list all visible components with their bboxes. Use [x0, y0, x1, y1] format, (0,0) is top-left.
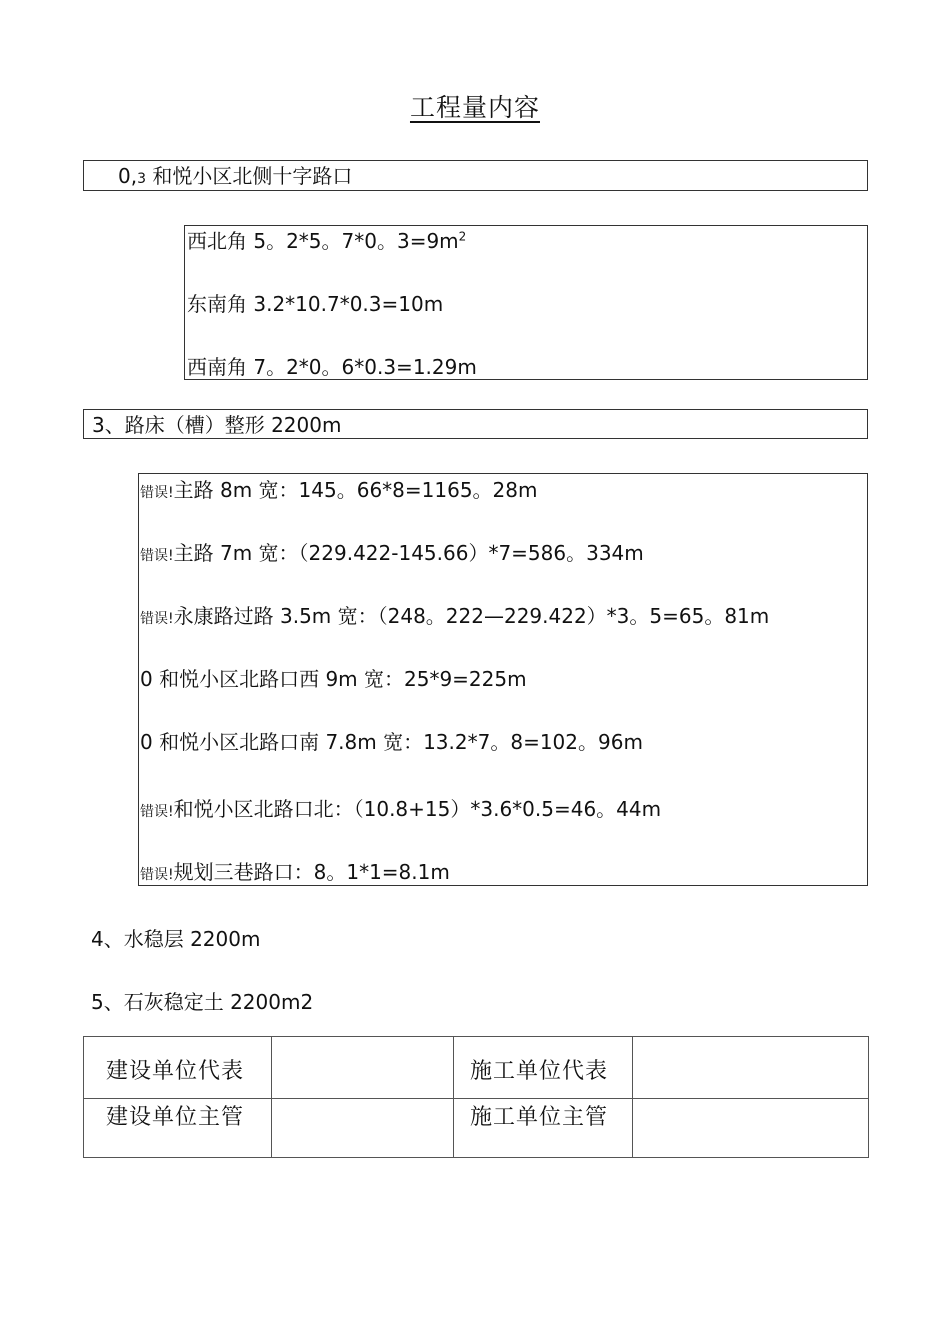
table-row: [84, 1037, 869, 1099]
list-item: 错误!和悦小区北路口北：（10.8+15）*3.6*0.5=46。44m: [140, 797, 662, 821]
table-cell[interactable]: [272, 1037, 454, 1099]
section-1-label: 和悦小区北侧十字路口: [152, 164, 353, 188]
section-3-header: [83, 409, 868, 439]
error-marker: 错误!: [140, 611, 174, 627]
section-3-items: [138, 473, 868, 886]
list-item: 错误!永康路过路 3.5m 宽：（248。222—229.422）*3。5=65。81m: [140, 604, 770, 628]
list-item: 西北角 5。2*5。7*0。$3=9m^2$: [187, 229, 467, 253]
table-cell[interactable]: [633, 1037, 869, 1099]
list-item: 0 和悦小区北路口南 7.8m 宽：13.2*7。8=102。96m: [140, 730, 643, 754]
list-item: 错误!规划三巷路口：8。1*1=8.1m: [140, 860, 450, 884]
section-4-label: 4、水稳层 2200m: [91, 927, 261, 951]
table-cell: 施工单位主管: [454, 1099, 633, 1158]
list-item: 错误!主路 8m 宽：145。66*8=1165。28m: [140, 478, 538, 502]
table-cell: 施工单位代表: [454, 1037, 633, 1099]
signature-table: [83, 1036, 869, 1158]
table-cell: 建设单位主管: [84, 1099, 272, 1158]
section-1-items: [184, 225, 868, 380]
list-item: 错误!主路 7m 宽：（229.422-145.66）*7=586。334m: [140, 541, 644, 565]
section-1-prefix-small: 3: [137, 171, 147, 187]
section-3-label: 3、路床（槽）整形 2200m: [92, 413, 342, 437]
error-marker: 错误!: [140, 548, 174, 564]
error-marker: 错误!: [140, 804, 174, 820]
section-5-label: 5、石灰稳定土 2200m2: [91, 990, 314, 1014]
table-cell: 建设单位代表: [84, 1037, 272, 1099]
error-marker: 错误!: [140, 867, 174, 883]
list-item: 西南角 7。2*0。6*0.3=1.29m: [187, 355, 477, 379]
table-row: [84, 1099, 869, 1158]
list-item: 0 和悦小区北路口西 9m 宽：25*9=225m: [140, 667, 527, 691]
error-marker: 错误!: [140, 485, 174, 501]
table-cell[interactable]: [633, 1099, 869, 1158]
list-item: 东南角 3.2*10.7*0.3=10m: [187, 292, 444, 316]
section-1-header: [83, 160, 868, 191]
table-cell[interactable]: [272, 1099, 454, 1158]
section-1-prefix: 0,: [118, 164, 138, 188]
page-title: 工程量内容: [409, 93, 540, 122]
